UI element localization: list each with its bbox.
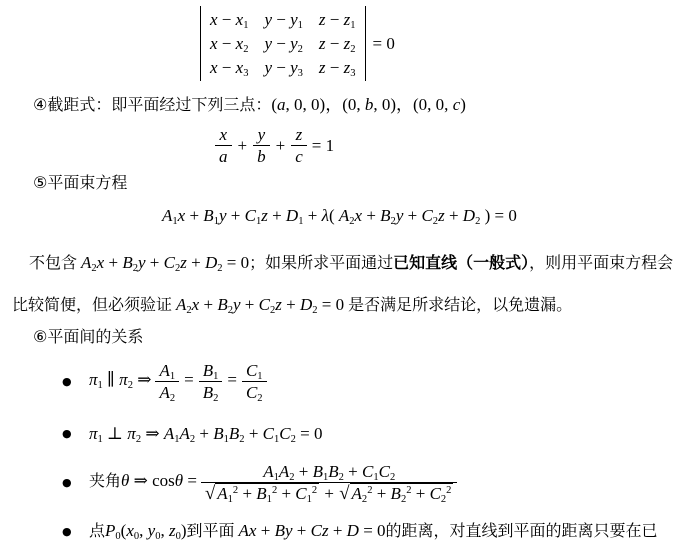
list-item-angle <box>62 462 680 506</box>
determinant-cell: $y - y_3$ <box>264 58 303 80</box>
parallel-formula: $\pi_1$ ∥ $\pi_2$ ⇒ $\frac{A_1}{A_2}$ = $\frac{B_1}{B_2}$ = $\frac{C_1}{C_2}$ <box>89 361 267 402</box>
determinant-equals-zero: = 0 <box>372 33 395 53</box>
bullet-icon: ● <box>62 375 72 388</box>
pencil-note-paragraph <box>12 242 680 326</box>
fraction-b1-b2: $\frac{B_1}{B_2}$ <box>199 361 223 402</box>
bullet-icon: ● <box>62 427 72 440</box>
note-formula: $A_2x + B_2y + C_2z + D_2 = 0$ <box>176 295 345 317</box>
point-formula: $P_0(x_0$, $y_0$, $z_0$) <box>105 521 187 543</box>
angle-prefix: θ ⇒ cosθ = <box>121 471 197 491</box>
perpendicular-formula: $\pi_1$ ⊥ $\pi_2$ ⇒ $A_1A_2 + B_1B_2 + C_1C_2 = 0$ <box>89 424 323 446</box>
list-item-perpendicular <box>62 422 680 446</box>
three-point-plane-equation <box>200 6 680 81</box>
plus-operator: + <box>324 484 335 503</box>
square-root: √ $A_1^2 + B_1^2 + C_1^2$ <box>205 483 318 506</box>
fraction-c1-c2: $\frac{C_1}{C_2}$ <box>242 361 267 402</box>
intercept-form-line <box>12 94 680 117</box>
relations-list <box>12 361 680 544</box>
fraction-y-b: $\frac{y}{b}$ <box>253 125 270 166</box>
equals-operator: = <box>227 370 237 390</box>
pencil-heading: ⑤平面束方程 <box>33 175 128 192</box>
bullet-icon: ● <box>62 524 72 538</box>
relations-heading: ⑥平面间的关系 <box>33 329 144 346</box>
plus-operator: + <box>237 135 248 155</box>
determinant-cell: $z - z_1$ <box>318 10 356 32</box>
bullet-icon: ● <box>62 476 72 489</box>
list-item-parallel <box>62 361 680 405</box>
fraction-x-a: $\frac{x}{a}$ <box>215 125 232 166</box>
note-text: ，则用平面束方程会比较简便，但必须验证 <box>12 255 674 314</box>
note-formula: $A_2x + B_2y + C_2z + D_2 = 0$ <box>81 253 250 275</box>
distance-text: 点 <box>89 523 106 540</box>
equals-operator: = <box>184 370 194 390</box>
fraction-a1-a2: $\frac{A_1}{A_2}$ <box>155 361 179 402</box>
fraction-z-c: $\frac{z}{c}$ <box>291 125 307 166</box>
intercept-heading-text: ④截距式：即平面经过下列三点： <box>33 97 272 114</box>
note-text: 不包含 <box>29 255 82 272</box>
distance-text: 到平面 <box>186 523 239 540</box>
determinant-cell: $z - z_3$ <box>318 58 356 80</box>
note-text: ；如果所求平面通过 <box>249 255 394 272</box>
pencil-equation: $A_1x + B_1y + C_1z + D_1 + \lambda$( $A_2x + B_2y + C_2z + D_2$ ) = 0 <box>162 206 517 228</box>
determinant-cell: $x - x_1$ <box>210 10 249 32</box>
square-root: √ $A_2^2 + B_2^2 + C_2^2$ <box>339 483 452 506</box>
cosine-fraction: $\frac{A_1A_2 + B_1B_2 + C_1C_2}{√ A_1^2 + B_1^2 + C_1^2 + √ A_2^2 + B_2^2 + C_2^2}$ <box>201 462 457 503</box>
angle-formula <box>89 462 457 506</box>
distance-statement <box>89 519 658 544</box>
note-bold-text: 已知直线（一般式） <box>393 255 530 272</box>
plus-operator: + <box>275 135 286 155</box>
determinant-cell: $x - x_2$ <box>210 34 249 56</box>
determinant-cell: $x - x_3$ <box>210 58 249 80</box>
determinant-cell: $y - y_2$ <box>264 34 303 56</box>
intercept-equation <box>215 125 680 166</box>
determinant-cell: $z - z_2$ <box>318 34 356 56</box>
intercept-points: (a, 0, 0)，(0, b, 0)，(0, 0, c) <box>271 95 466 114</box>
note-text: 是否满足所求结论，以免遗漏。 <box>344 297 573 314</box>
determinant-matrix <box>200 6 366 81</box>
plane-formula: Ax + By + Cz + D = 0 <box>238 521 386 540</box>
angle-label: 夹角 <box>89 473 122 491</box>
determinant-cell: $y - y_1$ <box>264 10 303 32</box>
equals-one: = 1 <box>311 135 335 155</box>
distance-text: 的距离，对直线到平面的距离只要在已 <box>385 523 658 540</box>
math-notes-document <box>12 6 680 544</box>
list-item-distance <box>62 519 680 544</box>
